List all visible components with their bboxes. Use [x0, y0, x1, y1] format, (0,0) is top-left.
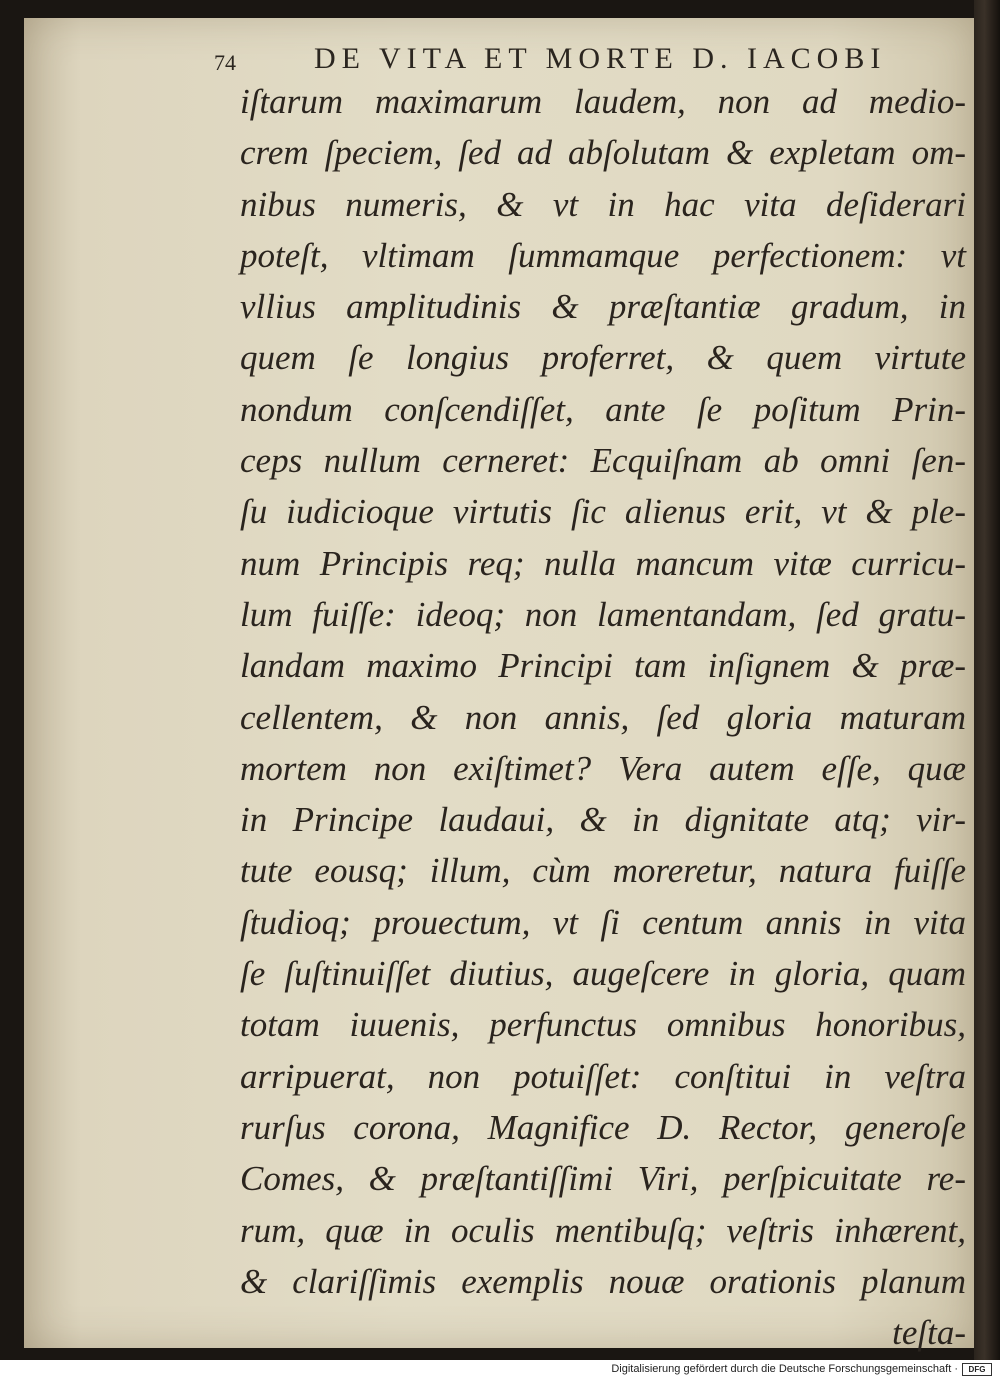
page-number: 74 — [214, 50, 236, 75]
funding-credit: Digitalisierung gefördert durch die Deutsche Forschungsgemeinschaft · — [611, 1363, 958, 1375]
text-line: quem ſe longius proferret, & quem virtute — [240, 338, 966, 378]
text-line: ſe ſuſtinuiſſet diutius, augeſcere in gloria, quam — [240, 954, 966, 994]
text-line: & clariſſimis exemplis nouæ orationis planum — [240, 1261, 966, 1301]
text-line: tute eousq; illum, cùm moreretur, natura fuiſſe — [240, 851, 966, 891]
text-line: ceps nullum cerneret: Ecquiſnam ab omni ſen- — [240, 441, 966, 481]
dfg-logo: DFG — [962, 1363, 992, 1376]
text-line: rurſus corona, Magnifice D. Rector, generoſe — [240, 1107, 966, 1147]
text-line: iſtarum maximarum laudem, non ad medio- — [240, 82, 966, 121]
text-line: ſu iudicioque virtutis ſic alienus erit, vt & ple- — [240, 492, 966, 532]
text-line: num Principis req; nulla mancum vitæ curricu- — [240, 543, 966, 583]
text-line: landam maximo Principi tam inſignem & præ- — [240, 646, 966, 686]
text-line: lum fuiſſe: ideoq; non lamentandam, ſed gratu- — [240, 594, 966, 634]
text-line: teſta- — [892, 1313, 966, 1353]
digitization-footer — [0, 1360, 1000, 1380]
text-line: crem ſpeciem, ſed ad abſolutam & expletam om- — [240, 133, 966, 173]
text-line: nibus numeris, & vt in hac vita deſiderari — [240, 184, 966, 224]
text-line: in Principe laudaui, & in dignitate atq; vir- — [240, 800, 966, 840]
text-line: totam iuuenis, perfunctus omnibus honoribus, — [240, 1005, 966, 1045]
text-line: vllius amplitudinis & præſtantiæ gradum, in — [240, 287, 966, 327]
text-line: nondum conſcendiſſet, ante ſe poſitum Prin- — [240, 389, 966, 429]
body-text — [240, 76, 966, 1358]
text-line: mortem non exiſtimet? Vera autem eſſe, quæ — [240, 748, 966, 788]
text-line: cellentem, & non annis, ſed gloria maturam — [240, 697, 966, 737]
text-line: rum, quæ in oculis mentibuſq; veſtris inhærent, — [240, 1210, 966, 1250]
book-spine-edge — [974, 0, 1000, 1360]
text-line: arripuerat, non potuiſſet: conſtitui in veſtra — [240, 1056, 966, 1096]
text-line: poteſt, vltimam ſummamque perfectionem: vt — [240, 235, 966, 275]
text-line: Comes, & præſtantiſſimi Viri, perſpicuitate re- — [240, 1159, 966, 1199]
running-head: DE VITA ET MORTE D. IACOBI — [314, 42, 887, 75]
text-line: ſtudioq; prouectum, vt ſi centum annis in vita — [240, 902, 966, 942]
